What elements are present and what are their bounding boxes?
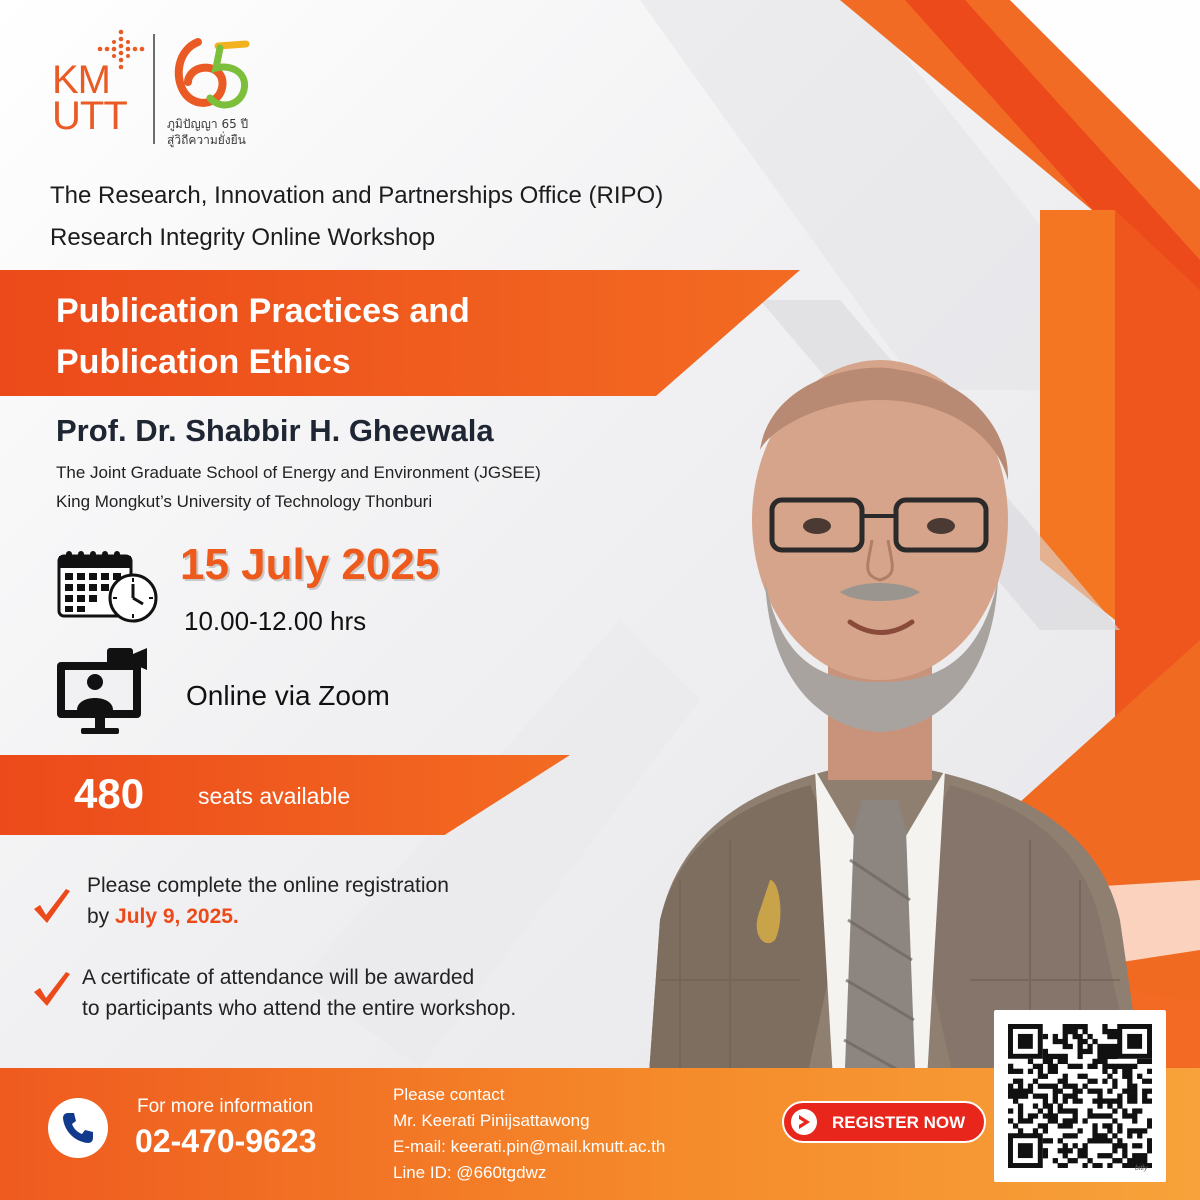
phone-icon-badge[interactable] bbox=[48, 1098, 108, 1158]
anniversary-tagline bbox=[167, 116, 248, 148]
qr-caption: bitly bbox=[1135, 1165, 1148, 1172]
registration-note-line-1: Please complete the online registration bbox=[87, 874, 449, 897]
event-date: 15 July 2025 bbox=[180, 540, 440, 589]
anniversary-number: 65 bbox=[168, 32, 170, 33]
workshop-title bbox=[56, 286, 676, 388]
contact-heading: Please contact bbox=[393, 1085, 505, 1104]
registration-deadline: July 9, 2025. bbox=[115, 905, 239, 928]
more-info-label: For more information bbox=[137, 1096, 314, 1117]
contact-email[interactable]: E-mail: keerati.pin@mail.kmutt.ac.th bbox=[393, 1137, 666, 1156]
workshop-series: Research Integrity Online Workshop bbox=[50, 224, 436, 251]
video-conference-icon bbox=[55, 646, 149, 736]
registration-note-line-2 bbox=[87, 901, 449, 932]
check-icon bbox=[32, 885, 72, 925]
certificate-note-line-2: to participants who attend the entire workshop. bbox=[82, 997, 517, 1020]
kmutt-line-1: KM bbox=[52, 58, 110, 102]
phone-number[interactable]: 02-470-9623 bbox=[135, 1123, 317, 1159]
event-time: 10.00-12.00 hrs bbox=[184, 606, 367, 636]
register-now-button[interactable] bbox=[782, 1101, 986, 1143]
calendar-clock-icon bbox=[55, 548, 159, 624]
qr-code-pattern bbox=[1008, 1024, 1152, 1168]
check-icon bbox=[32, 968, 72, 1008]
registration-note bbox=[87, 870, 449, 932]
speaker-affiliation-1: The Joint Graduate School of Energy and Environment (JGSEE) bbox=[56, 463, 541, 482]
seats-count: 480 bbox=[74, 770, 145, 817]
kmutt-line-2: UTT bbox=[52, 94, 127, 138]
event-venue: Online via Zoom bbox=[186, 680, 390, 711]
registration-qr-code[interactable] bbox=[994, 1010, 1166, 1182]
contact-line-id[interactable]: Line ID: @660tgdwz bbox=[393, 1163, 547, 1182]
title-line-1: Publication Practices and bbox=[56, 292, 470, 330]
tagline-line-2: สู่วิถีความยั่งยืน bbox=[167, 133, 246, 147]
arrow-right-icon bbox=[791, 1109, 817, 1135]
speaker-affiliation-2: King Mongkut’s University of Technology Thonburi bbox=[56, 492, 433, 511]
phone-icon bbox=[61, 1111, 95, 1145]
kmutt-wordmark bbox=[52, 58, 127, 138]
registration-note-prefix: by bbox=[87, 905, 116, 928]
logo-divider bbox=[153, 34, 155, 144]
anniversary-65-mark bbox=[168, 32, 252, 114]
contact-name: Mr. Keerati Pinijsattawong bbox=[393, 1111, 590, 1130]
certificate-note-line-1: A certificate of attendance will be awarded bbox=[82, 966, 475, 989]
certificate-note bbox=[82, 962, 516, 1024]
speaker-name: Prof. Dr. Shabbir H. Gheewala bbox=[56, 413, 494, 448]
tagline-line-1: ภูมิปัญญา 65 ปี bbox=[167, 117, 249, 131]
register-now-label: REGISTER NOW bbox=[832, 1113, 966, 1132]
seats-label: seats available bbox=[198, 783, 351, 809]
kmutt-65-logo bbox=[50, 28, 280, 158]
title-line-2: Publication Ethics bbox=[56, 343, 351, 381]
office-name: The Research, Innovation and Partnerships Office (RIPO) bbox=[50, 182, 664, 209]
